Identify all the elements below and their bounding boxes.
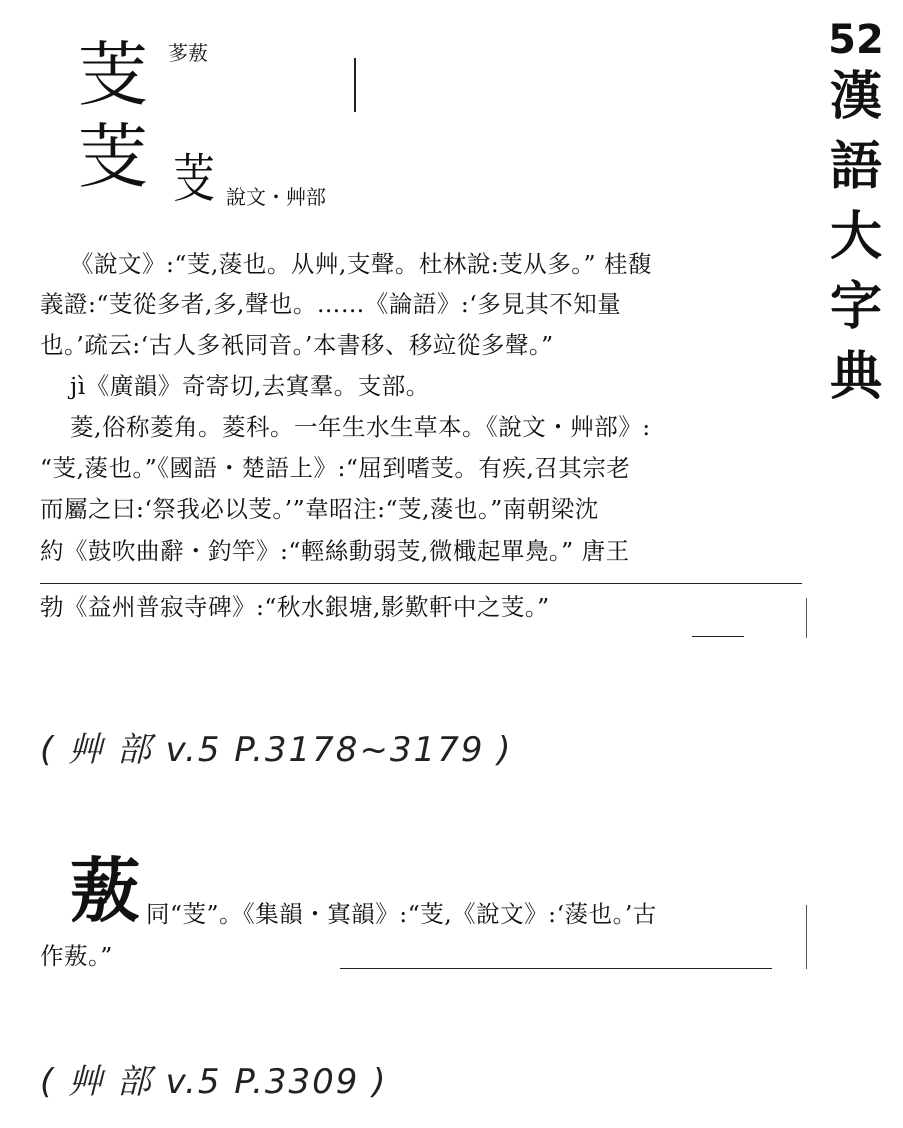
- crop-mark: [806, 598, 807, 638]
- definition-line: 約《鼓吹曲辭・釣竿》:“輕絲動弱芰,微檝起單鳧。” 唐王: [40, 537, 630, 565]
- headword: 芰: [78, 116, 148, 198]
- title-char: 大: [829, 207, 882, 267]
- definition-line: 同“芰”。《集韻・寘韻》:“芰,《說文》:‘蔆也。’古: [146, 900, 657, 928]
- page-number: 52: [828, 17, 884, 63]
- title-char: 典: [829, 347, 882, 407]
- handwritten-reference: ( 艸 部 v.5 P.3178~3179 ): [40, 730, 513, 770]
- handwritten-reference: ( 艸 部 v.5 P.3309 ): [40, 1062, 388, 1102]
- seal-script-glyph: 芰: [173, 150, 215, 210]
- definition-line: 也。’疏云:‘古人多衹同音。’本書移、移竝從多聲。”: [40, 331, 554, 359]
- variant-note: 茤蔜: [168, 41, 208, 65]
- seal-source: 說文・艸部: [226, 185, 326, 209]
- title-char: 字: [829, 277, 882, 337]
- headword: 蔜: [70, 850, 140, 932]
- crop-mark: [806, 905, 807, 969]
- title-char: 漢: [829, 67, 882, 127]
- definition-line: 《說文》:“芰,蔆也。从艸,支聲。杜林說:芰从多。” 桂馥: [70, 250, 653, 278]
- vertical-rule: [354, 58, 356, 112]
- cut-line: [340, 968, 772, 969]
- definition-line: “芰,蔆也。”《國語・楚語上》:“屈到嗜芰。有疾,召其宗老: [40, 454, 631, 482]
- dictionary-title: [820, 18, 892, 412]
- definition-line: 義證:“芰從多者,多,聲也。……《論語》:‘多見其不知量: [40, 290, 622, 318]
- pencil-mark: [692, 636, 744, 637]
- pronunciation-line: jì《廣韻》奇寄切,去寘羣。支部。: [70, 372, 430, 400]
- title-char: 語: [829, 137, 882, 197]
- cut-line: [40, 583, 802, 584]
- definition-line: 作蔜。”: [40, 942, 113, 970]
- variant-headword: 芰: [78, 34, 148, 116]
- definition-line: 菱,俗称菱角。菱科。一年生水生草本。《說文・艸部》:: [70, 413, 651, 441]
- definition-line: 勃《益州普寂寺碑》:“秋水銀塘,影歎軒中之芰。”: [40, 593, 550, 621]
- definition-line: 而屬之曰:‘祭我必以芰。’”韋昭注:“芰,蔆也。”南朝梁沈: [40, 495, 599, 523]
